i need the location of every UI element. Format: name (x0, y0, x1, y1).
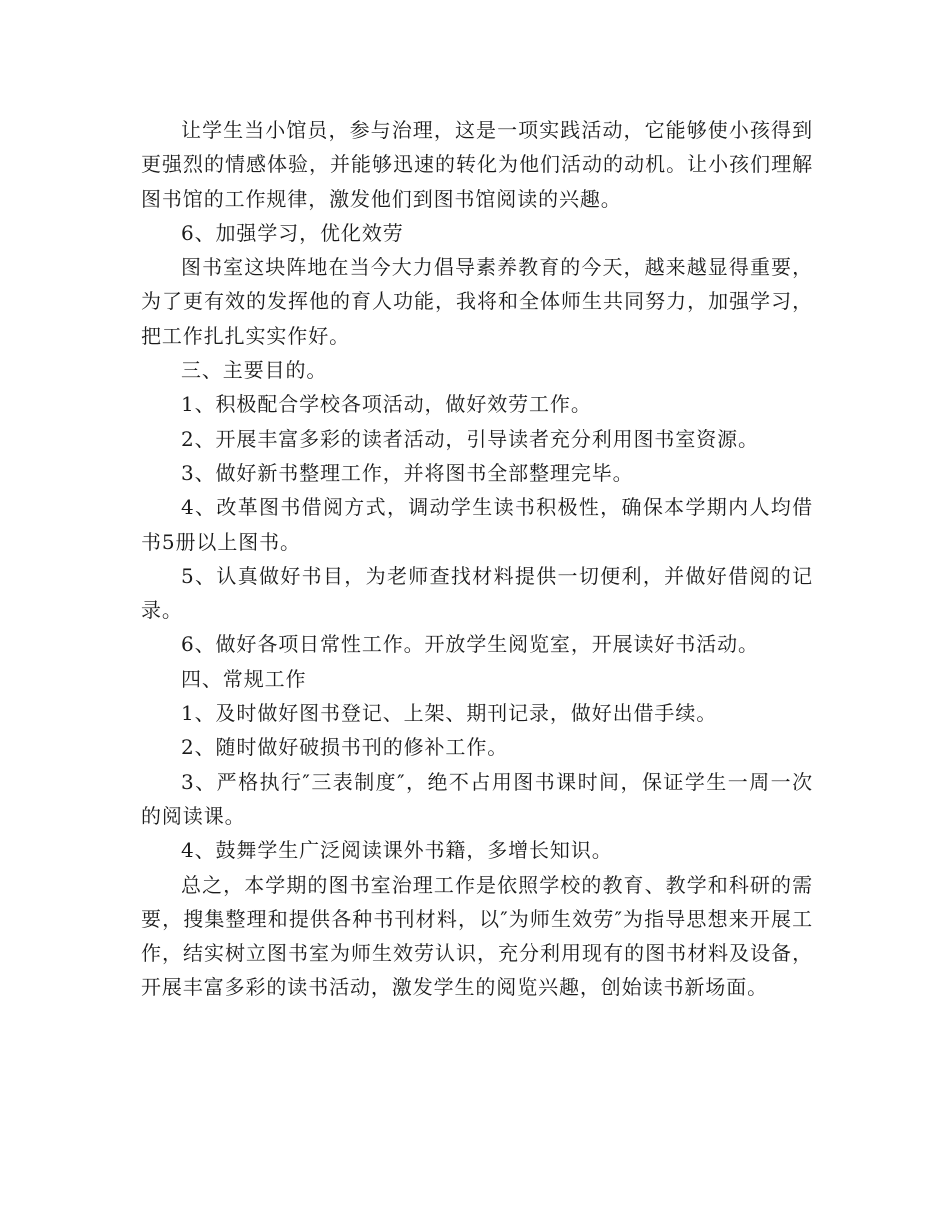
document-body (141, 113, 813, 1005)
section-heading: 四、常规工作 (181, 666, 307, 691)
list-item: 4、鼓舞学生广泛阅读课外书籍，多增长知识。 (181, 838, 613, 863)
list-item: 2、随时做好破损书刊的修补工作。 (181, 735, 509, 760)
list-item: 3、严格执行″三表制度″，绝不占用图书课时间，保证学生一周一次的阅读课。 (141, 769, 813, 828)
paragraph: 总之，本学期的图书室治理工作是依照学校的教育、教学和科研的需要，搜集整理和提供各种书刊材料，以″为师生效劳″为指导思想来开展工作，结实树立图书室为师生效劳认识，充分利用现有的图书材料及设备，开展丰富多彩的读书活动，激发学生的阅览兴趣，创始读书新场面。 (141, 872, 813, 1000)
list-item: 4、改革图书借阅方式，调动学生读书积极性，确保本学期内人均借书5册以上图书。 (141, 495, 813, 554)
list-item: 3、做好新书整理工作，并将图书全部整理完毕。 (181, 460, 634, 485)
list-item: 5、认真做好书目，为老师查找材料提供一切便利，并做好借阅的记录。 (141, 563, 813, 623)
paragraph: 让学生当小馆员，参与治理，这是一项实践活动，它能够使小孩得到更强烈的情感体验，并能够迅速的转化为他们活动的动机。让小孩们理解图书馆的工作规律，激发他们到图书馆阅读的兴趣。 (141, 118, 813, 211)
paragraph: 6、加强学习，优化效劳 (181, 220, 404, 245)
paragraph: 图书室这块阵地在当今大力倡导素养教育的今天，越来越显得重要，为了更有效的发挥他的育人功能，我将和全体师生共同努力，加强学习，把工作扎扎实实作好。 (141, 255, 813, 348)
list-item: 2、开展丰富多彩的读者活动，引导读者充分利用图书室资源。 (181, 426, 759, 451)
section-heading: 三、主要目的。 (181, 358, 328, 383)
list-item: 6、做好各项日常性工作。开放学生阅览室，开展读好书活动。 (181, 632, 759, 657)
list-item: 1、积极配合学校各项活动，做好效劳工作。 (181, 392, 592, 417)
list-item: 1、及时做好图书登记、上架、期刊记录，做好出借手续。 (181, 701, 718, 726)
